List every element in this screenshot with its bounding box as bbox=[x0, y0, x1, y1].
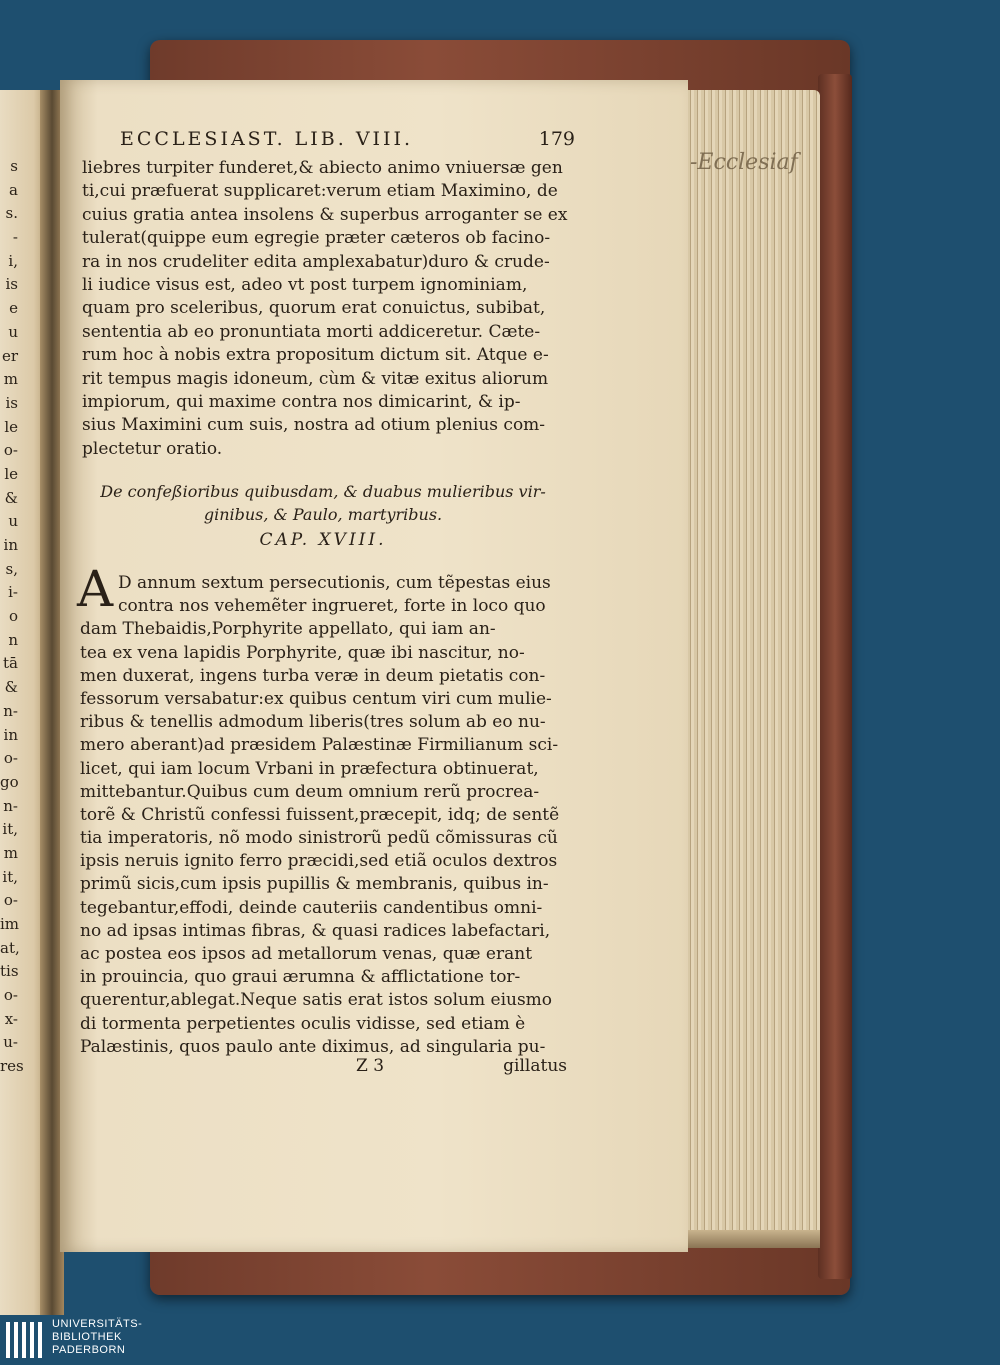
left-margin-fragment: o- bbox=[3, 749, 18, 768]
left-margin-fragment: tis bbox=[0, 962, 19, 981]
chapter-body-text bbox=[80, 572, 567, 1059]
page-stack bbox=[680, 90, 820, 1240]
text-line: ac postea eos ipsos ad metallorum venas, quæ erant bbox=[80, 944, 533, 964]
text-line: sententia ab eo pronuntiata morti addiceretur. Cæte- bbox=[82, 321, 541, 342]
text-line: cuius gratia antea insolens & superbus arroganter se ex bbox=[82, 204, 568, 225]
text-line: mittebantur.Quibus cum deum omnium rerũ procrea- bbox=[80, 781, 540, 802]
text-line: plectetur oratio. bbox=[82, 438, 223, 459]
drop-capital: A bbox=[77, 560, 114, 618]
text-line: ribus & tenellis admodum liberis(tres solum ab eo nu- bbox=[80, 712, 546, 733]
left-margin-fragment: o- bbox=[3, 986, 18, 1005]
left-margin-fragment: er bbox=[1, 346, 18, 365]
text-line: rit tempus magis idoneum, cùm & vitæ exitus aliorum bbox=[82, 368, 549, 389]
text-line: dam Thebaidis,Porphyrite appellato, qui iam an- bbox=[80, 619, 496, 640]
left-margin-fragment: s. bbox=[5, 204, 18, 223]
text-line: mero aberant)ad præsidem Palæstinæ Firmilianum sci- bbox=[80, 735, 559, 756]
library-name-line: PADERBORN bbox=[52, 1344, 126, 1356]
left-margin-fragment: is bbox=[5, 393, 18, 412]
chapter-number: CAP. XVIII. bbox=[259, 530, 387, 550]
running-head: ECCLESIAST. LIB. VIII. bbox=[120, 128, 414, 150]
left-margin-fragment: x- bbox=[4, 1009, 18, 1028]
left-margin-fragment: m bbox=[3, 843, 18, 862]
text-line: no ad ipsas intimas fibras, & quasi radices labefactari, bbox=[80, 920, 551, 941]
chapter-title bbox=[88, 480, 558, 554]
left-margin-fragment: o- bbox=[3, 441, 18, 460]
library-name-line: UNIVERSITÄTS- bbox=[52, 1318, 143, 1330]
left-margin-fragment: a bbox=[9, 180, 18, 199]
left-margin-fragment: u bbox=[8, 512, 18, 531]
left-margin-fragment: n- bbox=[3, 796, 18, 815]
text-line: quam pro sceleribus, quorum erat conuictus, subibat, bbox=[82, 298, 546, 319]
text-line: contra nos vehemẽter ingrueret, forte in loco quo bbox=[118, 596, 546, 617]
text-line: Palæstinis, quos paulo ante diximus, ad singularia pu- bbox=[80, 1036, 546, 1057]
book-cover-edge bbox=[818, 74, 852, 1279]
left-margin-fragment: & bbox=[4, 488, 18, 507]
text-line: tea ex vena lapidis Porphyrite, quæ ibi nascitur, no- bbox=[80, 642, 525, 663]
left-margin-fragment: o bbox=[8, 607, 18, 626]
left-margin-fragment: go bbox=[0, 772, 19, 791]
text-line: licet, qui iam locum Vrbani in præfectura obtinuerat, bbox=[80, 758, 539, 779]
left-margin-fragment: it, bbox=[2, 820, 18, 839]
text-line: liebres turpiter funderet,& abiecto animo vniuersæ gen bbox=[82, 158, 563, 178]
text-line: tulerat(quippe eum egregie præter cæteros ob facino- bbox=[82, 228, 551, 249]
left-margin-fragment: le bbox=[4, 464, 18, 483]
chapter-title-line: ginibus, & Paulo, martyribus. bbox=[203, 505, 443, 524]
left-margin-fragment: s bbox=[10, 157, 18, 175]
left-margin-fragment: n- bbox=[3, 701, 18, 720]
catchword: gillatus bbox=[503, 1056, 567, 1076]
left-margin-fragment: & bbox=[4, 678, 18, 697]
left-margin-fragment: m bbox=[3, 370, 18, 389]
left-margin-fragment: it, bbox=[2, 867, 18, 886]
spine-mark: -Ecclesiaf bbox=[690, 150, 798, 175]
page-stack-bottom bbox=[680, 1230, 820, 1248]
signature-mark: Z 3 bbox=[356, 1056, 385, 1076]
left-margin-fragment: u- bbox=[3, 1033, 18, 1052]
page-footer bbox=[84, 1056, 567, 1082]
left-page-margin-text bbox=[0, 155, 24, 1079]
left-margin-fragment: res bbox=[0, 1057, 24, 1076]
left-margin-fragment: e bbox=[9, 299, 18, 318]
text-line: primũ sicis,cum ipsis pupillis & membranis, quibus in- bbox=[80, 874, 549, 895]
text-line: tegebantur,effodi, deinde cauteriis candentibus omni- bbox=[80, 897, 543, 918]
left-margin-fragment: le bbox=[4, 417, 18, 436]
text-line: querentur,ablegat.Neque satis erat istos solum eiusmo bbox=[80, 990, 553, 1011]
left-margin-fragment: in bbox=[3, 725, 18, 744]
chapter-title-line: De confeßioribus quibusdam, & duabus mulieribus vir- bbox=[100, 482, 546, 501]
text-line: torẽ & Christũ confessi fuissent,præcepit, idq; de sentẽ bbox=[80, 804, 560, 825]
left-margin-fragment: - bbox=[12, 228, 18, 247]
text-line: ipsis neruis ignito ferro præcidi,sed etiã oculos dextros bbox=[80, 851, 558, 872]
text-line: D annum sextum persecutionis, cum tẽpestas eius bbox=[118, 573, 551, 593]
text-line: fessorum versabatur:ex quibus centum viri cum mulie- bbox=[80, 688, 552, 709]
left-margin-fragment: n bbox=[8, 630, 18, 649]
left-margin-fragment: s, bbox=[5, 559, 18, 578]
text-line: ra in nos crudeliter edita amplexabatur)duro & crude- bbox=[82, 251, 550, 272]
text-line: impiorum, qui maxime contra nos dimicarint, & ip- bbox=[82, 391, 521, 412]
library-name-line: BIBLIOTHEK bbox=[52, 1331, 122, 1343]
left-margin-fragment: at, bbox=[0, 938, 20, 957]
text-line: men duxerat, ingens turba veræ in deum pietatis con- bbox=[80, 665, 546, 686]
library-bar bbox=[0, 1315, 1000, 1365]
left-margin-fragment: i, bbox=[8, 251, 18, 270]
library-logo-icon bbox=[4, 1318, 48, 1362]
body-text bbox=[82, 157, 567, 461]
page-number: 179 bbox=[538, 128, 575, 150]
left-margin-fragment: i- bbox=[8, 583, 18, 602]
left-margin-fragment: o- bbox=[3, 891, 18, 910]
text-line: rum hoc à nobis extra propositum dictum sit. Atque e- bbox=[82, 345, 549, 366]
left-margin-fragment: in bbox=[3, 536, 18, 554]
text-line: di tormenta perpetientes oculis vidisse, sed etiam è bbox=[80, 1013, 526, 1034]
left-margin-fragment: u bbox=[8, 322, 18, 341]
running-header bbox=[120, 128, 575, 154]
text-line: sius Maximini cum suis, nostra ad otium plenius com- bbox=[82, 415, 546, 436]
text-line: li iudice visus est, adeo vt post turpem ignominiam, bbox=[82, 274, 528, 295]
left-margin-fragment: im bbox=[0, 915, 20, 933]
library-logo-text bbox=[52, 1318, 142, 1357]
text-line: ti,cui præfuerat supplicaret:verum etiam Maximino, de bbox=[82, 181, 558, 202]
text-line: tia imperatoris, nõ modo sinistrorũ pedũ cõmissuras cũ bbox=[80, 828, 558, 849]
left-margin-fragment: is bbox=[5, 275, 18, 294]
text-line: in prouincia, quo graui ærumna & afflictatione tor- bbox=[80, 967, 521, 988]
left-margin-fragment: tā bbox=[3, 654, 18, 673]
